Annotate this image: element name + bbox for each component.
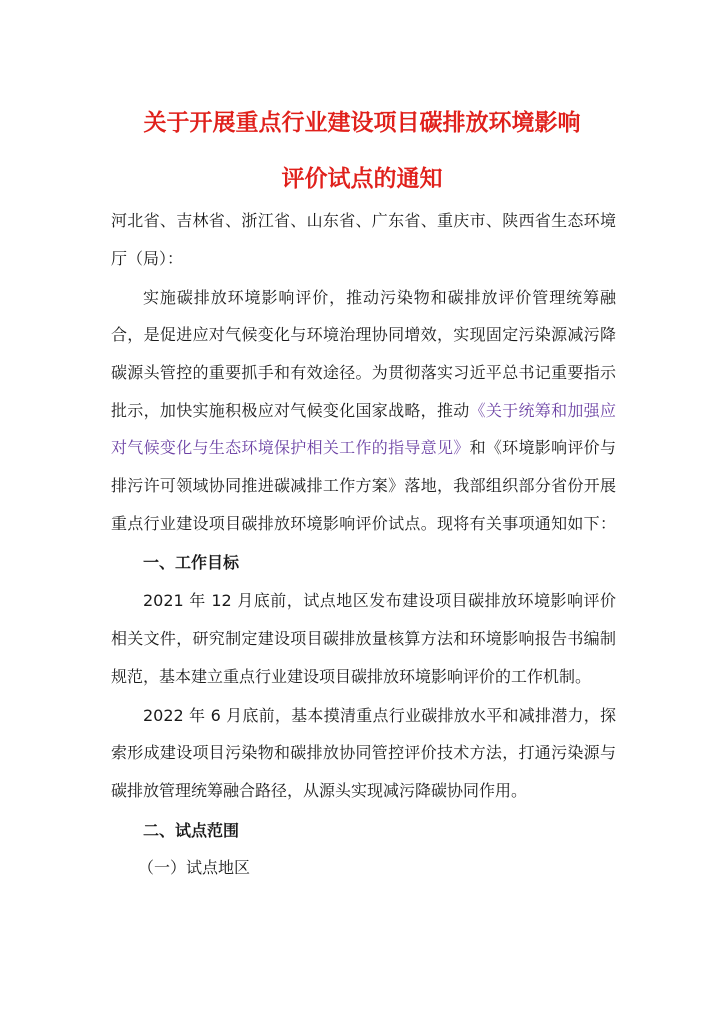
intro-line-6: 排污许可领域协同推进碳减排工作方案》落地，我部组织部分省份开展	[111, 476, 616, 495]
intro-line-4-text: 批示，加快实施积极应对气候变化国家战略，推动	[111, 401, 470, 420]
para-1-line-3: 规范，基本建立重点行业建设项目碳排放环境影响评价的工作机制。	[111, 667, 592, 686]
intro-line-7: 重点行业建设项目碳排放环境影响评价试点。现将有关事项通知如下：	[111, 514, 616, 533]
intro-line-4	[111, 400, 616, 422]
section-1-heading: 一、工作目标	[143, 553, 240, 572]
intro-line-3: 碳源头管控的重要抓手和有效途径。为贯彻落实习近平总书记重要指示	[111, 363, 616, 382]
intro-line-5	[111, 437, 616, 459]
addressee-line-2: 厅（局）：	[111, 249, 184, 268]
para-1-line-1: 2021 年 12 月底前，试点地区发布建设项目碳排放环境影响评价	[143, 591, 616, 610]
addressee-line-1: 河北省、吉林省、浙江省、山东省、广东省、重庆市、陕西省生态环境	[111, 211, 616, 230]
para-2-line-2: 索形成建设项目污染物和碳排放协同管控评价技术方法，打通污染源与	[111, 743, 616, 762]
intro-line-1: 实施碳排放环境影响评价，推动污染物和碳排放评价管理统筹融	[143, 288, 616, 307]
document-title-line-1: 关于开展重点行业建设项目碳排放环境影响	[143, 110, 581, 136]
document-title-line-2: 评价试点的通知	[281, 166, 443, 192]
intro-line-5-text: 和《环境影响评价与	[469, 438, 616, 457]
policy-link-part-2[interactable]: 对气候变化与生态环境保护相关工作的指导意见》	[111, 438, 470, 457]
intro-line-2: 合，是促进应对气候变化与环境治理协同增效，实现固定污染源减污降	[111, 325, 616, 344]
para-2-line-3: 碳排放管理统筹融合路径，从源头实现减污降碳协同作用。	[111, 781, 528, 800]
section-2-heading: 二、试点范围	[143, 821, 240, 840]
policy-link-part-1[interactable]: 《关于统筹和加强应	[469, 401, 616, 420]
para-2-line-1: 2022 年 6 月底前，基本摸清重点行业碳排放水平和减排潜力，探	[143, 706, 616, 725]
subsection-1-heading: （一）试点地区	[138, 858, 251, 877]
para-1-line-2: 相关文件，研究制定建设项目碳排放量核算方法和环境影响报告书编制	[111, 629, 616, 648]
